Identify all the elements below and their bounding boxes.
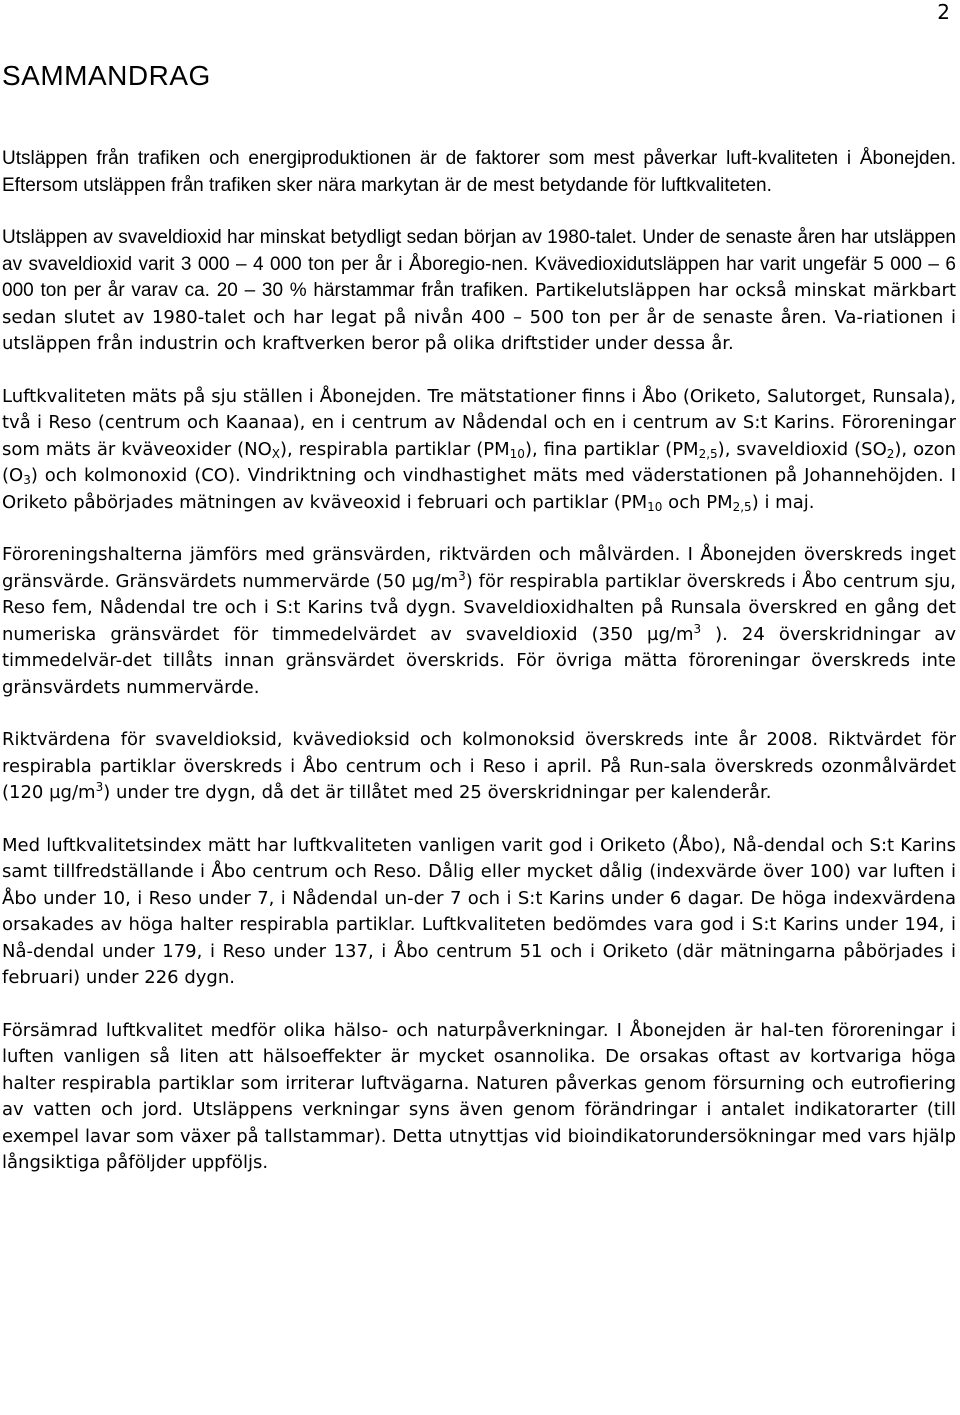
paragraph-2 [2,225,956,358]
text-segment: Försämrad luftkvalitet medför olika hälso- och naturpåverkningar. I Åbonejden är hal-ten föroreningar i luften vanligen så liten att hälsoeffekter är mycket osannolika. De orsakas oftast av kortvariga höga halter respirabla partiklar som irriterar luftvägarna. Naturen påverkas genom försurning och eutrofiering av vatten och jord. Utsläppens verkningar syns även genom förändringar i antalet indikatorarter (till exempel lavar som växer på tallstammar). Detta utnyttjas vid bioindikatorundersökningar med vars hjälp långsiktiga påföljder uppföljs. [2,1019,956,1173]
text-segment: ) i maj. [751,491,815,513]
text-segment: ), svaveldioxid (SO [717,438,887,460]
summary-body [2,146,956,1203]
superscript: 3 [95,780,104,794]
paragraph-7 [2,1018,956,1177]
paragraph-4 [2,542,956,701]
text-segment: Partikelutsläppen har också minskat märkbart sedan slutet av 1980-talet och har legat på nivån 400 – 500 ton per år de senaste åren. Va-riationen i utsläppen från industrin och kraftverken beror på olika driftstider under dessa år. [2,280,957,354]
subscript: 2,5 [732,499,752,514]
subscript: 2 [886,446,895,461]
text-segment: och PM [662,491,733,513]
text-segment: ), ozon (O [2,438,956,486]
text-segment: ) under tre dygn, då det är tillåtet med 25 överskridningar per kalenderår. [103,782,772,803]
subscript: X [271,446,281,461]
superscript: 3 [693,621,702,636]
paragraph-3 [2,384,956,517]
subscript: 10 [509,446,525,461]
text-segment: Riktvärdena för svaveldioksid, kvävedioksid och kolmonoksid överskreds inte år 2008. Riktvärdet för respirabla partiklar överskreds i Åbo centrum och i Reso i april. På Run-sala överskreds ozonmålvärdet (120 µg/m [2,729,956,803]
subscript: 10 [647,499,663,514]
text-segment: Föroreningshalterna jämförs med gränsvärden, riktvärden och målvärden. I Åbonejden överskreds inget gränsvärde. Gränsvärdets nummervärde (50 µg/m [2,544,956,592]
subscript: 2,5 [698,446,718,461]
text-segment: Utsläppen av svaveldioxid har minskat betydligt sedan början av 1980-talet. Under de senaste åren har utsläppen av svaveldioxid varit 3 000 – 4 000 ton per år i Åboregio-nen. Kvävedioxidutsläppen har varit ungefär 5 000 – 6 000 ton per år varav ca. 20 – 30 % härstammar från trafiken. [2,227,956,301]
text-segment: ), respirabla partiklar (PM [280,438,510,460]
text-segment: ). 24 överskridningar av timmedelvär-det tillåts innan gränsvärdet överskrids. För övriga mätta föroreningar överskreds inte gränsvärdets nummervärde. [2,623,956,698]
text-segment: Med luftkvalitetsindex mätt har luftkvaliteten vanligen varit god i Oriketo (Åbo), Nå-dendal och S:t Karins samt tillfredställande i Åbo centrum och Reso. Dålig eller mycket dålig (indexvärde över 100) var luften i Åbo under 10, i Reso under 7, i Nådendal un-der 7 och i S:t Karins under 6 dagar. De höga indexvärdena orsakades av höga halter respirabla partiklar. Luftkvaliteten bedömdes vara god i S:t Karins under 194, i Nå-dendal under 179, i Reso under 137, i Åbo centrum 51 och i Oriketo (där mätningarna påbörjades i februari) under 226 dygn. [2,834,956,988]
subscript: 3 [23,473,31,487]
paragraph-5 [2,727,956,807]
paragraph-1 [2,146,956,199]
text-segment: Luftkvaliteten mäts på sju ställen i Åbonejden. Tre mätstationer finns i Åbo (Oriketo, Salutorget, Runsala), två i Reso (centrum och Kaanaa), en i centrum av Nådendal och en i centrum av S:t Karins. Föroreningar som mäts är kväveoxider (NO [2,385,956,460]
text-segment: ), fina partiklar (PM [524,438,699,460]
paragraph-6 [2,833,956,992]
text-segment: Utsläppen från trafiken och energiproduktionen är de faktorer som mest påverkar luft-kvaliteten i Åbonejden. Eftersom utsläppen från trafiken sker nära markytan är de mest betydande för luftkvaliteten. [2,148,956,196]
text-segment: ) och kolmonoxid (CO). Vindriktning och vindhastighet mäts med väderstationen på Johannehöjden. I Oriketo påbörjades mätningen av kväveoxid i februari och partiklar (PM [2,465,956,513]
page-number: 2 [937,0,950,24]
text-segment: ) för respirabla partiklar överskreds i Åbo centrum sju, Reso fem, Nådendal tre och i S:t Karins två dygn. Svaveldioxidhalten på Runsala överskred en gång det numeriska gränsvärdet för timmedelvärdet av svaveldioxid (350 µg/m [2,570,956,645]
superscript: 3 [458,568,466,583]
section-heading: SAMMANDRAG [2,60,211,91]
